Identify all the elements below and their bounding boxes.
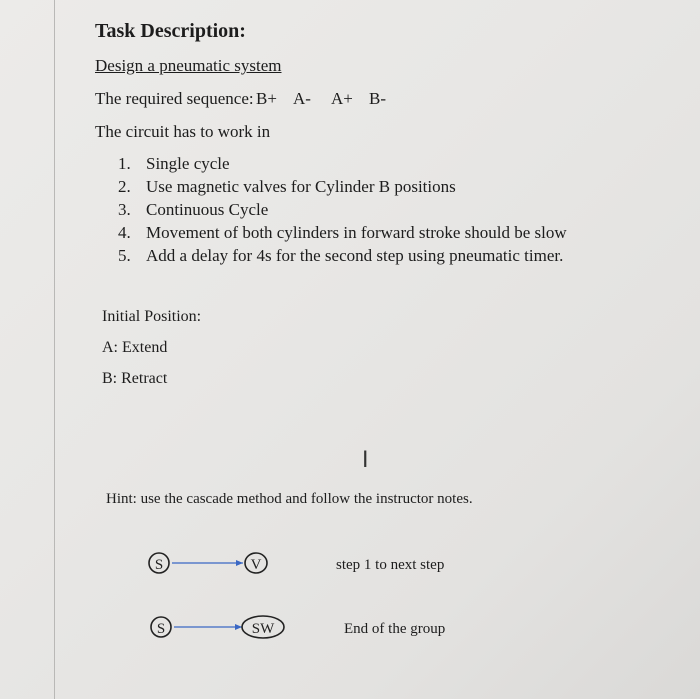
list-number: 4. (118, 223, 131, 242)
task-title: Task Description: (95, 20, 246, 42)
sequence-step-1: B+ (256, 89, 277, 108)
initial-position-b: B: Retract (102, 370, 168, 387)
hint-text: Hint: use the cascade method and follow the instructor notes. (106, 491, 473, 507)
list-text: Use magnetic valves for Cylinder B positions (146, 177, 456, 196)
sequence-step-2: A- (293, 89, 311, 108)
legend-row-step (149, 553, 444, 573)
sequence-step-3: A+ (331, 89, 353, 108)
legend-text-group-end: End of the group (344, 621, 446, 637)
initial-position-label: Initial Position: (102, 308, 202, 325)
list-text: Continuous Cycle (146, 200, 269, 219)
initial-position-a: A: Extend (102, 339, 168, 356)
text-cursor-icon: I (362, 448, 369, 473)
task-subtitle: Design a pneumatic system (95, 56, 282, 75)
list-number: 3. (118, 200, 131, 219)
switch-node-label: SW (251, 621, 275, 637)
legend-text-step: step 1 to next step (336, 557, 445, 573)
list-text: Single cycle (146, 154, 230, 173)
list-text: Movement of both cylinders in forward stroke should be slow (146, 223, 567, 242)
start-node-label: S (156, 621, 166, 637)
valve-node-label: V (250, 557, 262, 573)
list-number: 5. (118, 246, 131, 265)
legend-row-group-end (151, 616, 445, 638)
sequence-step-4: B- (369, 89, 386, 108)
start-node-label: S (154, 557, 164, 573)
list-number: 1. (118, 154, 131, 173)
list-number: 2. (118, 177, 131, 196)
list-text: Add a delay for 4s for the second step using pneumatic timer. (146, 246, 564, 265)
sequence-label: The required sequence: (95, 89, 254, 108)
work-intro: The circuit has to work in (95, 122, 271, 141)
